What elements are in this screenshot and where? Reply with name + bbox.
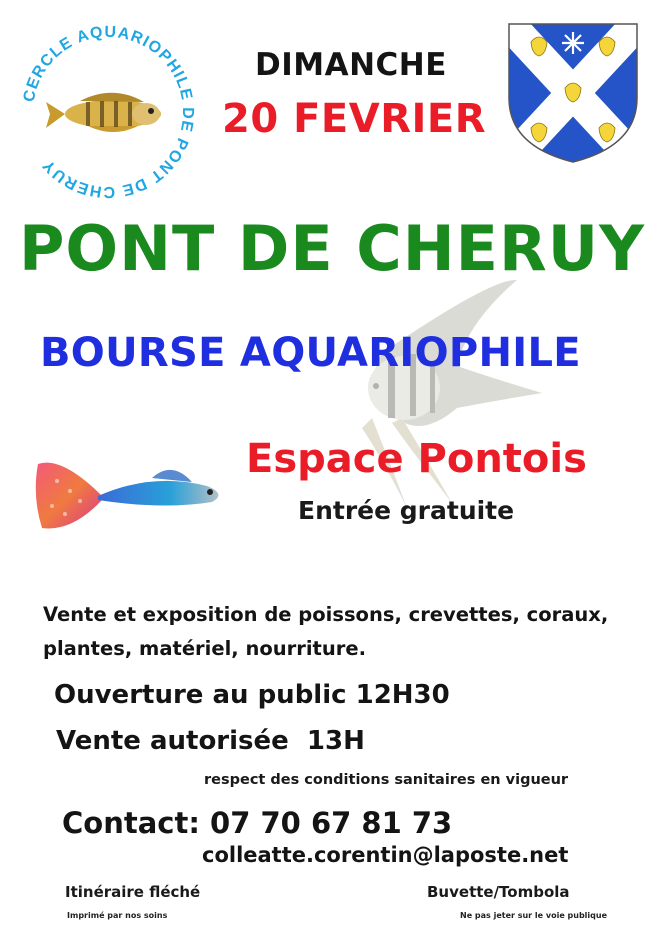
opening-label: Ouverture au public (54, 680, 347, 710)
town-title: PONT DE CHERUY (18, 212, 646, 285)
event-day: DIMANCHE (255, 47, 447, 83)
venue-name: Espace Pontois (246, 436, 587, 482)
club-logo-text: CERCLE AQUARIOPHILE DE PONT DE CHERUY (20, 23, 197, 201)
guppy-image (32, 456, 232, 534)
printed-note: Imprimé par nos soins (67, 911, 168, 920)
fish-icon (46, 93, 161, 132)
no-litter-note: Ne pas jeter sur le voie publique (460, 911, 608, 920)
guppy-icon (32, 456, 232, 534)
buvette-note: Buvette/Tombola (427, 883, 570, 901)
contact-phone: 07 70 67 81 73 (210, 806, 453, 840)
opening-hours (54, 680, 450, 710)
event-title: BOURSE AQUARIOPHILE (40, 330, 581, 376)
coat-of-arms-icon (503, 20, 643, 165)
contact-label: Contact: (62, 806, 200, 840)
sale-time: 13H (306, 726, 365, 756)
contact-email: colleatte.corentin@laposte.net (202, 843, 569, 867)
club-logo (18, 22, 198, 202)
sanitary-note: respect des conditions sanitaires en vigueur (204, 772, 569, 788)
opening-time: 12H30 (355, 680, 450, 710)
description (43, 598, 643, 666)
description-line: plantes, matériel, nourriture. (43, 637, 366, 660)
sale-label: Vente autorisée (56, 726, 289, 756)
coat-of-arms (503, 20, 643, 165)
event-date: 20 FEVRIER (222, 96, 487, 142)
itinerary-note: Itinéraire fléché (65, 883, 201, 901)
description-line: Vente et exposition de poissons, crevettes, coraux, (43, 603, 609, 626)
club-logo-svg (18, 22, 198, 202)
entry-info: Entrée gratuite (298, 496, 515, 525)
sale-hours (56, 726, 365, 756)
contact-line (62, 806, 452, 840)
